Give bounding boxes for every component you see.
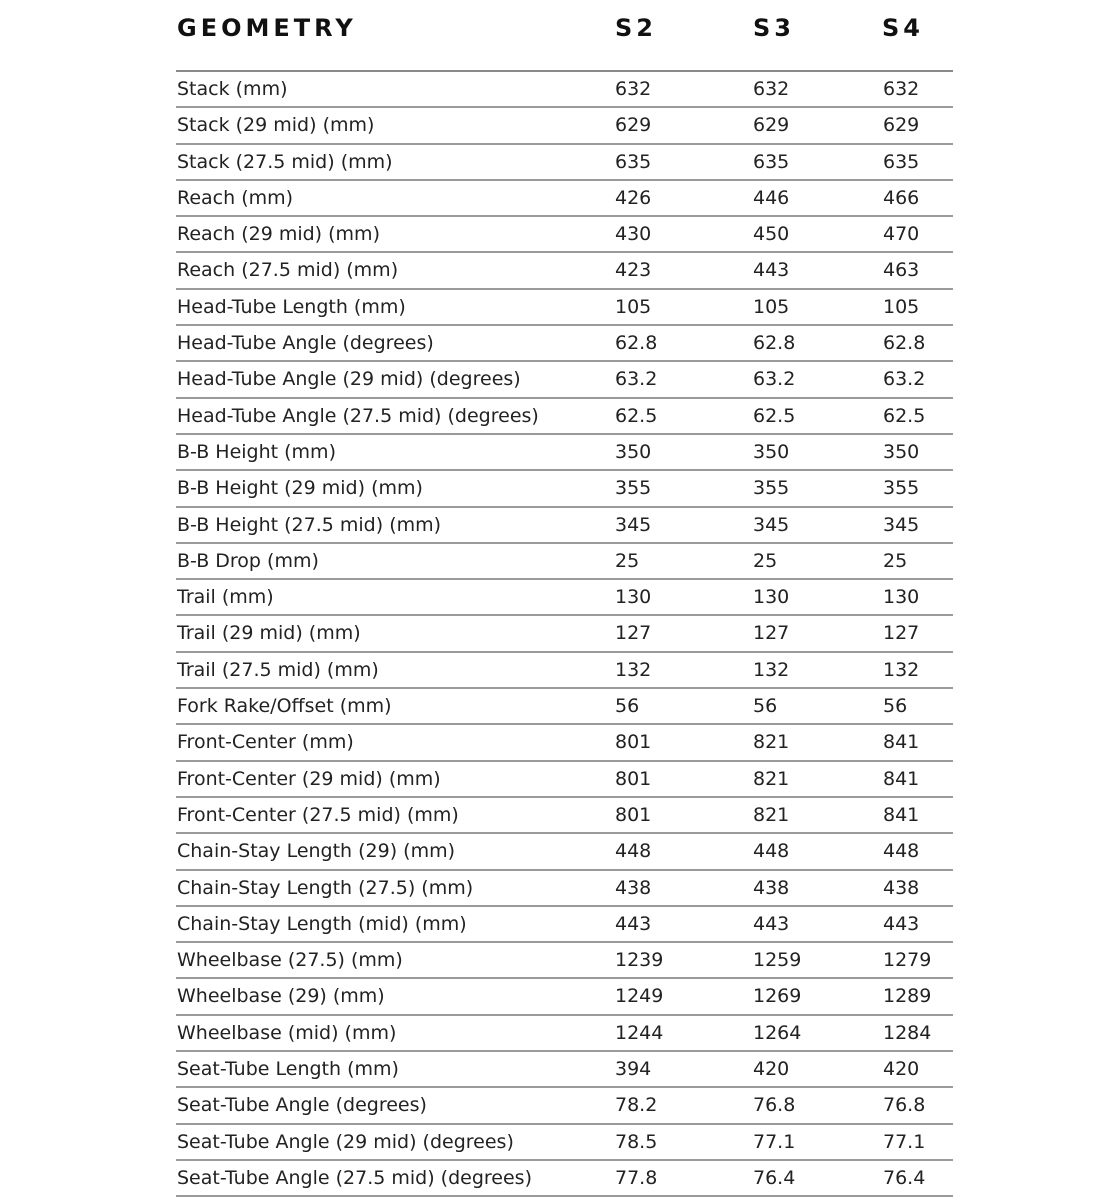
cell-value-s3: 632 (753, 78, 790, 100)
cell-value-s4: 635 (883, 150, 920, 173)
cell-value-s3: 25 (753, 549, 778, 572)
cell-value-s4: 841 (883, 731, 920, 754)
row-label: Front-Center (27.5 mid) (mm) (177, 803, 459, 826)
cell-value-s4: 105 (883, 295, 920, 318)
table-row (176, 362, 953, 398)
table-row (176, 1125, 953, 1161)
cell-value-s4: 463 (883, 259, 920, 282)
cell-value-s2: 77.8 (615, 1166, 658, 1189)
cell-value-s3: 62.8 (753, 332, 796, 355)
cell-value-s4: 76.4 (883, 1166, 926, 1189)
table-row (176, 653, 953, 689)
row-label: Stack (mm) (177, 78, 288, 100)
cell-value-s4: 355 (883, 477, 920, 500)
row-label: Chain-Stay Length (27.5) (mm) (177, 876, 474, 899)
cell-value-s4: 77.1 (883, 1130, 926, 1153)
cell-value-s2: 105 (615, 295, 652, 318)
table-row (176, 217, 953, 253)
table-row (176, 435, 953, 471)
table-row (176, 871, 953, 907)
cell-value-s3: 77.1 (753, 1130, 796, 1153)
row-label: Reach (27.5 mid) (mm) (177, 259, 399, 282)
cell-value-s3: 76.8 (753, 1094, 796, 1117)
column-header-s3: S3 (753, 14, 795, 42)
cell-value-s3: 821 (753, 731, 790, 754)
table-row (176, 1161, 953, 1197)
table-row (176, 798, 953, 834)
cell-value-s2: 78.2 (615, 1094, 658, 1117)
row-label: Front-Center (29 mid) (mm) (177, 767, 441, 790)
cell-value-s2: 448 (615, 840, 652, 863)
cell-value-s2: 423 (615, 259, 652, 282)
table-row (176, 1052, 953, 1088)
table-row (176, 1016, 953, 1052)
row-label: Seat-Tube Angle (degrees) (177, 1094, 427, 1117)
row-label: Trail (mm) (177, 586, 274, 609)
row-label: Front-Center (mm) (177, 731, 354, 754)
cell-value-s3: 450 (753, 223, 790, 246)
table-row (176, 689, 953, 725)
cell-value-s2: 801 (615, 803, 652, 826)
row-label: B-B Drop (mm) (177, 549, 319, 572)
cell-value-s4: 1289 (883, 985, 932, 1008)
table-row (176, 762, 953, 798)
cell-value-s3: 63.2 (753, 368, 796, 391)
cell-value-s4: 443 (883, 912, 920, 935)
cell-value-s2: 635 (615, 150, 652, 173)
cell-value-s2: 25 (615, 549, 640, 572)
row-label: Fork Rake/Offset (mm) (177, 695, 392, 718)
cell-value-s3: 130 (753, 586, 790, 609)
cell-value-s2: 127 (615, 622, 652, 645)
geometry-table (176, 0, 953, 1197)
column-header-s4: S4 (882, 14, 924, 42)
cell-value-s4: 629 (883, 114, 920, 137)
row-label: Reach (29 mid) (mm) (177, 223, 380, 246)
table-row (176, 943, 953, 979)
cell-value-s4: 127 (883, 622, 920, 645)
cell-value-s4: 1279 (883, 949, 932, 972)
cell-value-s4: 350 (883, 440, 920, 463)
table-row (176, 326, 953, 362)
table-row (176, 508, 953, 544)
table-row (176, 72, 953, 108)
cell-value-s2: 56 (615, 695, 640, 718)
row-label: Stack (29 mid) (mm) (177, 114, 375, 137)
cell-value-s4: 62.8 (883, 332, 926, 355)
table-title: GEOMETRY (177, 14, 357, 42)
table-row (176, 145, 953, 181)
row-label: Chain-Stay Length (29) (mm) (177, 840, 456, 863)
row-label: Head-Tube Angle (29 mid) (degrees) (177, 368, 521, 391)
cell-value-s2: 62.5 (615, 404, 658, 427)
cell-value-s4: 63.2 (883, 368, 926, 391)
row-label: Trail (27.5 mid) (mm) (177, 658, 379, 681)
row-label: Trail (29 mid) (mm) (177, 622, 361, 645)
cell-value-s2: 801 (615, 767, 652, 790)
cell-value-s2: 78.5 (615, 1130, 658, 1153)
cell-value-s4: 448 (883, 840, 920, 863)
row-label: Seat-Tube Angle (29 mid) (degrees) (177, 1130, 514, 1153)
cell-value-s2: 130 (615, 586, 652, 609)
cell-value-s3: 443 (753, 912, 790, 935)
column-header-s2: S2 (615, 14, 657, 42)
cell-value-s4: 1284 (883, 1021, 932, 1044)
table-row (176, 834, 953, 870)
cell-value-s2: 629 (615, 114, 652, 137)
row-label: Seat-Tube Length (mm) (177, 1058, 399, 1081)
cell-value-s3: 132 (753, 658, 790, 681)
row-label: B-B Height (mm) (177, 440, 336, 463)
table-row (176, 725, 953, 761)
row-label: Head-Tube Angle (27.5 mid) (degrees) (177, 404, 539, 427)
cell-value-s3: 76.4 (753, 1166, 796, 1189)
row-label: B-B Height (27.5 mid) (mm) (177, 513, 442, 536)
cell-value-s3: 350 (753, 440, 790, 463)
table-row (176, 616, 953, 652)
cell-value-s2: 350 (615, 440, 652, 463)
cell-value-s2: 132 (615, 658, 652, 681)
cell-value-s3: 821 (753, 803, 790, 826)
cell-value-s3: 438 (753, 876, 790, 899)
row-label: Reach (mm) (177, 186, 294, 209)
cell-value-s4: 345 (883, 513, 920, 536)
cell-value-s3: 56 (753, 695, 778, 718)
cell-value-s3: 1269 (753, 985, 802, 1008)
table-row (176, 580, 953, 616)
cell-value-s2: 345 (615, 513, 652, 536)
cell-value-s2: 1239 (615, 949, 664, 972)
cell-value-s3: 355 (753, 477, 790, 500)
cell-value-s4: 62.5 (883, 404, 926, 427)
row-label: Head-Tube Angle (degrees) (177, 332, 434, 355)
cell-value-s2: 394 (615, 1058, 652, 1081)
cell-value-s4: 130 (883, 586, 920, 609)
table-row (176, 1088, 953, 1124)
cell-value-s2: 63.2 (615, 368, 658, 391)
cell-value-s3: 127 (753, 622, 790, 645)
cell-value-s4: 632 (883, 78, 920, 100)
cell-value-s4: 76.8 (883, 1094, 926, 1117)
row-label: B-B Height (29 mid) (mm) (177, 477, 423, 500)
table-row (176, 290, 953, 326)
row-label: Chain-Stay Length (mid) (mm) (177, 912, 467, 935)
cell-value-s3: 1259 (753, 949, 802, 972)
table-row (176, 108, 953, 144)
cell-value-s4: 56 (883, 695, 908, 718)
table-row (176, 544, 953, 580)
cell-value-s2: 62.8 (615, 332, 658, 355)
row-label: Head-Tube Length (mm) (177, 295, 406, 318)
cell-value-s3: 443 (753, 259, 790, 282)
cell-value-s4: 841 (883, 767, 920, 790)
cell-value-s2: 443 (615, 912, 652, 935)
table-row (176, 253, 953, 289)
table-row (176, 471, 953, 507)
cell-value-s2: 430 (615, 223, 652, 246)
cell-value-s3: 62.5 (753, 404, 796, 427)
cell-value-s3: 446 (753, 186, 790, 209)
row-label: Wheelbase (27.5) (mm) (177, 949, 403, 972)
cell-value-s2: 801 (615, 731, 652, 754)
cell-value-s2: 632 (615, 78, 652, 100)
cell-value-s4: 132 (883, 658, 920, 681)
cell-value-s4: 25 (883, 549, 908, 572)
row-label: Wheelbase (29) (mm) (177, 985, 385, 1008)
cell-value-s3: 1264 (753, 1021, 802, 1044)
table-body (176, 70, 953, 1197)
cell-value-s2: 1249 (615, 985, 664, 1008)
cell-value-s4: 841 (883, 803, 920, 826)
cell-value-s4: 438 (883, 876, 920, 899)
cell-value-s3: 629 (753, 114, 790, 137)
row-label: Seat-Tube Angle (27.5 mid) (degrees) (177, 1166, 532, 1189)
cell-value-s2: 426 (615, 186, 652, 209)
cell-value-s2: 1244 (615, 1021, 664, 1044)
cell-value-s2: 355 (615, 477, 652, 500)
cell-value-s4: 420 (883, 1058, 920, 1081)
row-label: Wheelbase (mid) (mm) (177, 1021, 397, 1044)
table-row (176, 181, 953, 217)
cell-value-s3: 635 (753, 150, 790, 173)
cell-value-s3: 420 (753, 1058, 790, 1081)
table-row (176, 399, 953, 435)
row-label: Stack (27.5 mid) (mm) (177, 150, 393, 173)
table-row (176, 979, 953, 1015)
table-header (176, 0, 953, 70)
cell-value-s2: 438 (615, 876, 652, 899)
cell-value-s4: 470 (883, 223, 920, 246)
table-row (176, 907, 953, 943)
cell-value-s3: 105 (753, 295, 790, 318)
cell-value-s3: 345 (753, 513, 790, 536)
cell-value-s3: 448 (753, 840, 790, 863)
cell-value-s4: 466 (883, 186, 920, 209)
cell-value-s3: 821 (753, 767, 790, 790)
